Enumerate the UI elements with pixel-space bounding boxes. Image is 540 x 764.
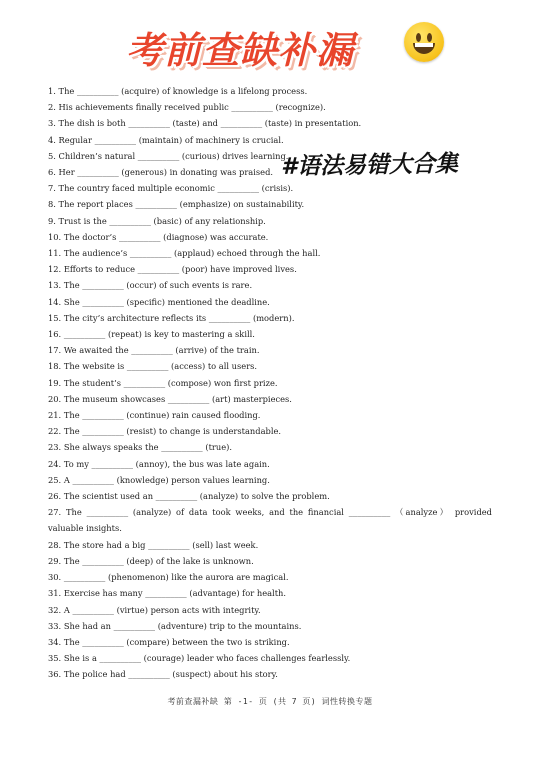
question-item: 28. The store had a big __________ (sell) last week. bbox=[48, 539, 259, 550]
question-item: 15. The city’s architecture reflects its __________ (modern). bbox=[48, 312, 295, 323]
question-item: 25. A __________ (knowledge) person values learning. bbox=[48, 474, 270, 485]
question-item: 12. Efforts to reduce __________ (poor) have improved lives. bbox=[48, 264, 297, 275]
question-item: 21. The __________ (continue) rain caused flooding. bbox=[48, 410, 261, 421]
question-item: 2. His achievements finally received public __________ (recognize). bbox=[48, 102, 326, 113]
question-item: 3. The dish is both __________ (taste) and __________ (taste) in presentation. bbox=[48, 118, 362, 129]
question-item: 6. Her __________ (generous) in donating was praised. bbox=[48, 167, 274, 178]
question-item: 13. The __________ (occur) of such events is rare. bbox=[48, 280, 253, 291]
question-item: 7. The country faced multiple economic __________ (crisis). bbox=[48, 183, 294, 194]
question-item: 11. The audience’s __________ (applaud) echoed through the hall. bbox=[48, 248, 321, 259]
hashtag-subtitle: #语法易错大合集 bbox=[280, 150, 459, 181]
question-list bbox=[48, 83, 492, 683]
question-item: 17. We awaited the __________ (arrive) of the train. bbox=[48, 345, 260, 356]
question-item: 8. The report places __________ (emphasize) on sustainability. bbox=[48, 199, 305, 210]
question-item: 10. The doctor’s __________ (diagnose) was accurate. bbox=[48, 231, 269, 242]
question-item: 18. The website is __________ (access) to all users. bbox=[48, 361, 258, 372]
question-item: 1. The __________ (acquire) of knowledge is a lifelong process. bbox=[48, 86, 308, 96]
emoji-left-eye bbox=[416, 33, 421, 42]
emoji-mouth bbox=[413, 43, 435, 54]
page-footer: 考前查漏补缺 第 -1- 页 (共 7 页) 词性转换专题 bbox=[167, 697, 373, 706]
question-item: 34. The __________ (compare) between the two is striking. bbox=[48, 636, 290, 647]
question-item: 27. The __________ (analyze) of data took weeks, and the financial __________ （analyze） provided valuable insights. bbox=[48, 507, 492, 534]
question-item: 29. The __________ (deep) of the lake is unknown. bbox=[48, 555, 254, 566]
question-item: 20. The museum showcases __________ (art) masterpieces. bbox=[48, 393, 292, 404]
question-item: 16. __________ (repeat) is key to mastering a skill. bbox=[48, 329, 255, 340]
grinning-face-icon bbox=[404, 22, 444, 62]
question-item: 5. Children’s natural __________ (curious) drives learning. bbox=[48, 150, 289, 161]
question-item: 36. The police had __________ (suspect) about his story. bbox=[48, 669, 278, 680]
page-title: 考前查缺补漏 bbox=[126, 29, 354, 72]
question-item: 33. She had an __________ (adventure) trip to the mountains. bbox=[48, 620, 302, 631]
question-item: 24. To my __________ (annoy), the bus was late again. bbox=[48, 458, 270, 469]
question-item: 32. A __________ (virtue) person acts with integrity. bbox=[48, 604, 261, 615]
question-item: 35. She is a __________ (courage) leader who faces challenges fearlessly. bbox=[48, 653, 351, 664]
question-item: 4. Regular __________ (maintain) of machinery is crucial. bbox=[48, 134, 284, 145]
question-item: 30. __________ (phenomenon) like the aurora are magical. bbox=[48, 572, 289, 583]
question-item: 19. The student’s __________ (compose) won first prize. bbox=[48, 377, 278, 388]
question-item: 26. The scientist used an __________ (analyze) to solve the problem. bbox=[48, 491, 330, 502]
emoji-right-eye bbox=[427, 33, 432, 42]
question-item: 22. The __________ (resist) to change is understandable. bbox=[48, 426, 282, 437]
question-item: 9. Trust is the __________ (basic) of any relationship. bbox=[48, 215, 266, 226]
question-item: 14. She __________ (specific) mentioned the deadline. bbox=[48, 296, 270, 307]
question-item: 31. Exercise has many __________ (advantage) for health. bbox=[48, 588, 287, 599]
question-item: 23. She always speaks the __________ (true). bbox=[48, 442, 232, 453]
